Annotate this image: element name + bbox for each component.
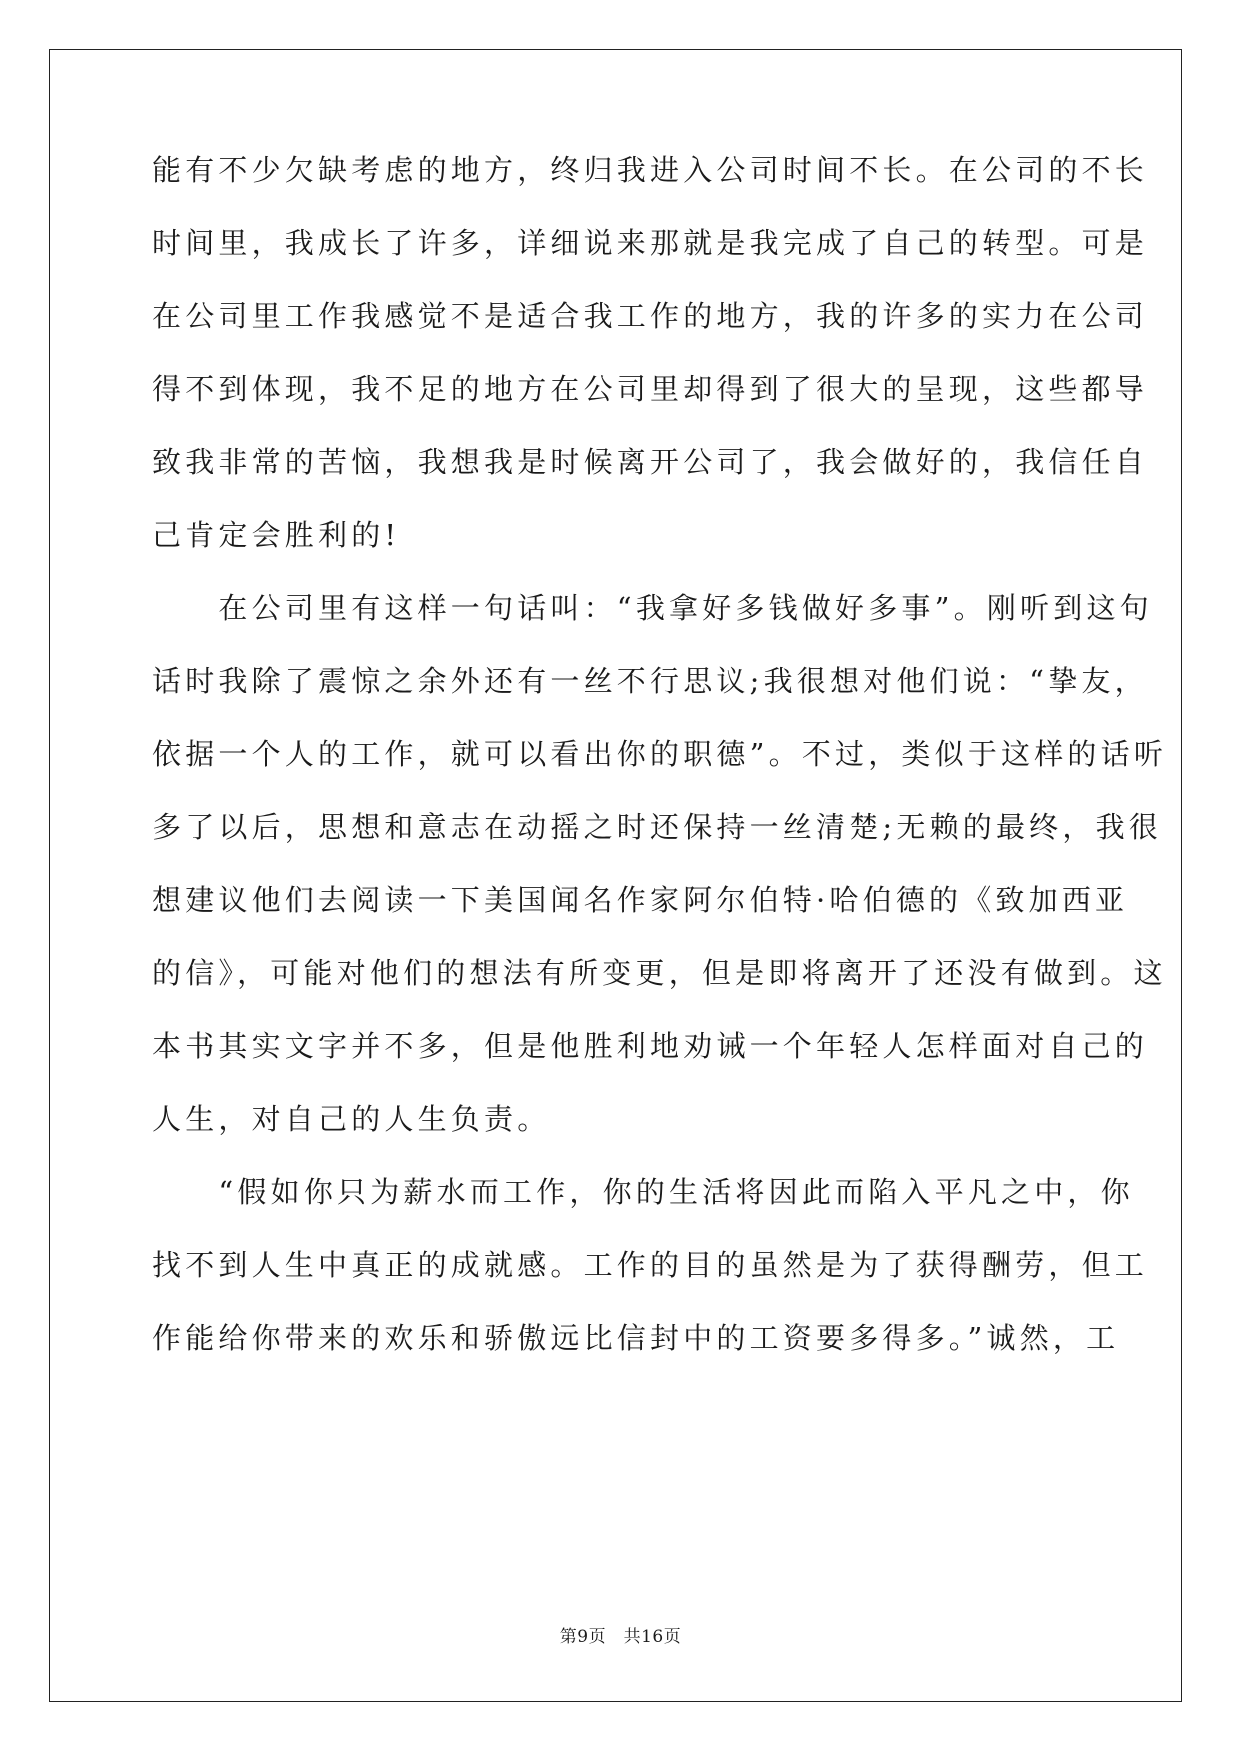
text-line: 人生，对自己的人生负责。 — [152, 1102, 551, 1136]
text-line: 时间里，我成长了许多，详细说来那就是我完成了自己的转型。可是 — [152, 226, 1149, 260]
text-line: 在公司里工作我感觉不是适合我工作的地方，我的许多的实力在公司 — [152, 299, 1149, 333]
text-line: “假如你只为薪水而工作，你的生活将因此而陷入平凡之中，你 — [152, 1175, 1134, 1209]
text-line: 作能给你带来的欢乐和骄傲远比信封中的工资要多得多。”诚然，工 — [152, 1321, 1120, 1355]
text-line: 依据一个人的工作，就可以看出你的职德”。不过，类似于这样的话听 — [152, 737, 1168, 771]
text-line: 的信》，可能对他们的想法有所变更，但是即将离开了还没有做到。这 — [152, 956, 1167, 990]
text-line: 致我非常的苦恼，我想我是时候离开公司了，我会做好的，我信任自 — [152, 445, 1149, 479]
text-line: 本书其实文字并不多，但是他胜利地劝诫一个年轻人怎样面对自己的 — [152, 1029, 1149, 1063]
text-line: 想建议他们去阅读一下美国闻名作家阿尔伯特·哈伯德的《致加西亚 — [152, 883, 1129, 917]
text-line: 话时我除了震惊之余外还有一丝不行思议;我很想对他们说：“挚友， — [152, 664, 1148, 698]
text-line: 找不到人生中真正的成就感。工作的目的虽然是为了获得酬劳，但工 — [152, 1248, 1149, 1282]
page-number: 第9页 共16页 — [559, 1627, 682, 1647]
text-line: 能有不少欠缺考虑的地方，终归我进入公司时间不长。在公司的不长 — [152, 153, 1149, 187]
text-line: 己肯定会胜利的! — [152, 518, 401, 552]
text-line: 多了以后，思想和意志在动摇之时还保持一丝清楚;无赖的最终，我很 — [152, 810, 1162, 844]
text-line: 得不到体现，我不足的地方在公司里却得到了很大的呈现，这些都导 — [152, 372, 1149, 406]
text-line: 在公司里有这样一句话叫：“我拿好多钱做好多事”。刚听到这句 — [152, 591, 1153, 625]
